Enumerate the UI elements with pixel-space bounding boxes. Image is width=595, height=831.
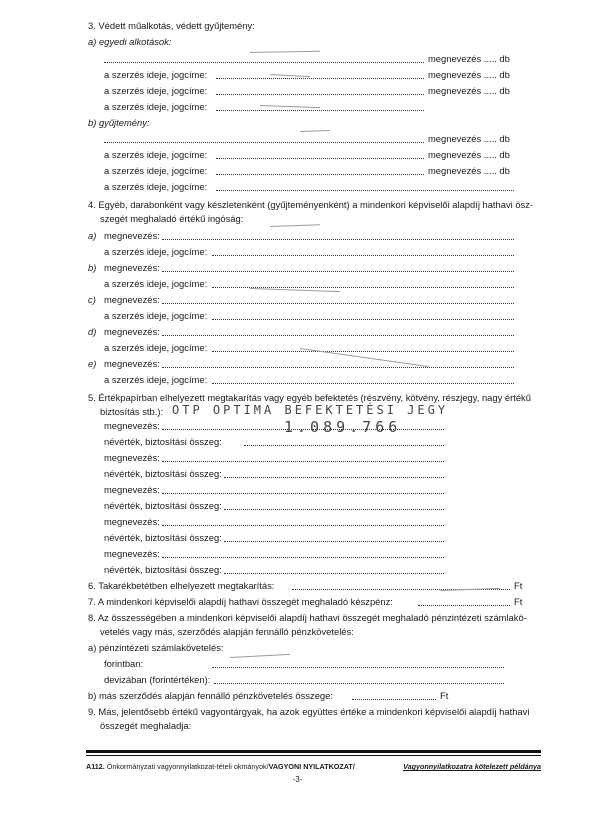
footer-rule-thick: [86, 750, 541, 753]
security-name-row: [0, 546, 595, 561]
item-label: megnevezés:: [104, 420, 160, 431]
section-6-row: [0, 578, 595, 593]
item-label: megnevezés:: [104, 484, 160, 495]
dotted-field: [162, 327, 514, 336]
item-label: megnevezés:: [104, 358, 160, 369]
section-9-line2: [0, 718, 595, 733]
section-7-label: 7. A mindenkori képviselői alapdíj hathavi összegét meghaladó készpénz:: [88, 596, 393, 607]
nominal-row: [0, 434, 595, 449]
item-letter: a): [88, 230, 97, 241]
acquisition-label: a szerzés ideje, jogcíme:: [104, 342, 208, 353]
dotted-field: [418, 597, 510, 606]
dotted-field: [224, 501, 444, 510]
item-letter: c): [88, 294, 96, 305]
section-8b-row: [0, 688, 595, 703]
section-3b-row: [0, 115, 595, 130]
dotted-field: [162, 263, 514, 272]
footer-copy-label: Vagyonnyilatkozatra kötelezett példánya: [403, 762, 541, 771]
section-8a-row: [0, 640, 595, 655]
megnevezes-db: megnevezés ..... db: [428, 149, 510, 160]
footer-path: Önkormányzati vagyonnyilatkozat-tételi okmányok/: [106, 762, 269, 771]
section-7-row: [0, 594, 595, 609]
megnevezes-db: megnevezés ..... db: [428, 165, 510, 176]
section-9-title: 9. Más, jelentősebb értékű vagyontárgyak, ha azok együttes értéke a mindenkori képviselői alapdíj hathavi: [88, 706, 530, 717]
nominal-label: névérték, biztosítási összeg:: [104, 564, 222, 575]
section-5-title: 5. Értékpapírban elhelyezett megtakarítás vagy egyéb befektetés (részvény, kötvény, részjegy, nagy értékű: [88, 392, 531, 403]
dotted-field: [216, 166, 424, 175]
item-d-row: [0, 324, 595, 339]
section-9-title-cont: összegét meghaladja:: [100, 720, 192, 731]
security-name-row: [0, 450, 595, 465]
item-b-row: [0, 260, 595, 275]
acquisition-row: [0, 308, 595, 323]
dotted-field: [162, 231, 514, 240]
acquisition-label: a szerzés ideje, jogcíme:: [104, 374, 208, 385]
section-3b-label: b) gyűjtemény:: [88, 117, 150, 128]
item-label: megnevezés:: [104, 452, 160, 463]
acquisition-label: a szerzés ideje, jogcíme:: [104, 310, 208, 321]
dotted-field: [212, 311, 514, 320]
footer-rule-thin: [86, 755, 541, 756]
section-8b-label: b) más szerződés alapján fennálló pénzkövetelés összege:: [88, 690, 333, 701]
megnevezes-db: megnevezés ..... db: [428, 53, 510, 64]
item-label: megnevezés:: [104, 262, 160, 273]
acquisition-label: a szerzés ideje, jogcíme:: [104, 278, 208, 289]
acquisition-label: a szerzés ideje, jogcíme:: [104, 101, 208, 112]
dotted-field: [352, 691, 436, 700]
section-3-title: 3. Védett műalkotás, védett gyűjtemény:: [88, 20, 255, 31]
item-label: megnevezés:: [104, 230, 160, 241]
dotted-field: [104, 134, 424, 143]
handwritten-security-name: OTP OPTIMA BEFEKTETÉSI JEGY: [172, 403, 449, 417]
megnevezes-db: megnevezés ..... db: [428, 85, 510, 96]
megnevezes-db: megnevezés ..... db: [428, 69, 510, 80]
acquisition-row: [0, 340, 595, 355]
item-label: megnevezés:: [104, 516, 160, 527]
dotted-field: [212, 279, 514, 288]
acquisition-row: [0, 244, 595, 259]
section-8-line2: [0, 624, 595, 639]
dotted-field: [212, 247, 514, 256]
deviza-row: [0, 672, 595, 687]
handwritten-nominal-value: 1.089.766: [284, 418, 402, 436]
section-8-line1: [0, 610, 595, 625]
acquisition-row: [0, 147, 595, 162]
section-3a-row: [0, 34, 595, 49]
collection-row: [0, 131, 595, 146]
page-number: -3-: [292, 775, 303, 784]
item-a-row: [0, 228, 595, 243]
megnevezes-db: megnevezés ..... db: [428, 133, 510, 144]
dotted-field: [162, 295, 514, 304]
dotted-field: [216, 150, 424, 159]
item-c-row: [0, 292, 595, 307]
nominal-label: névérték, biztosítási összeg:: [104, 500, 222, 511]
security-name-row: [0, 482, 595, 497]
dotted-field: [162, 517, 444, 526]
acquisition-row: [0, 372, 595, 387]
acquisition-label: a szerzés ideje, jogcíme:: [104, 149, 208, 160]
deviza-label: devizában (forintértéken):: [104, 674, 211, 685]
nominal-row: [0, 562, 595, 577]
item-label: megnevezés:: [104, 294, 160, 305]
section-5-title-cont: biztosítás stb.):: [100, 406, 164, 417]
section-3-title-row: [0, 18, 595, 33]
section-6-label: 6. Takarékbetétben elhelyezett megtakarítás:: [88, 580, 275, 591]
acquisition-row: [0, 83, 595, 98]
section-3a-label: a) egyedi alkotások:: [88, 36, 172, 47]
currency-ft: Ft: [514, 596, 523, 607]
item-letter: d): [88, 326, 97, 337]
item-e-row: [0, 356, 595, 371]
currency-ft: Ft: [514, 580, 523, 591]
section-9-line1: [0, 704, 595, 719]
acquisition-label: a szerzés ideje, jogcíme:: [104, 246, 208, 257]
dotted-field: [162, 453, 444, 462]
section-8-title: 8. Az összességében a mindenkori képviselői alapdíj hathavi összegét meghaladó pénzintézeti számlakö-: [88, 612, 527, 623]
section-4-line2: [0, 211, 595, 226]
dotted-field: [224, 469, 444, 478]
acquisition-label: a szerzés ideje, jogcíme:: [104, 165, 208, 176]
dotted-field: [224, 565, 444, 574]
dotted-field: [212, 375, 514, 384]
forint-label: forintban:: [104, 658, 144, 669]
item-letter: e): [88, 358, 97, 369]
dotted-field: [216, 70, 424, 79]
dotted-field: [244, 437, 444, 446]
footer-title: VAGYONI NYILATKOZAT/: [268, 762, 355, 771]
nominal-row: [0, 530, 595, 545]
acquisition-row: [0, 163, 595, 178]
acquisition-label: a szerzés ideje, jogcíme:: [104, 181, 208, 192]
footer-code: A112.: [86, 762, 107, 771]
section-8-title-cont: vetelés vagy más, szerződés alapján fennálló pénzkövetelés:: [100, 626, 354, 637]
footer: [86, 762, 541, 771]
nominal-label: névérték, biztosítási összeg:: [104, 468, 222, 479]
acquisition-label: a szerzés ideje, jogcíme:: [104, 85, 208, 96]
section-4-title: 4. Egyéb, darabonként vagy készletenként (gyűjteményenként) a mindenkori képviselői alapdíj hathavi ösz-: [88, 199, 534, 210]
dotted-field: [224, 533, 444, 542]
nominal-label: névérték, biztosítási összeg:: [104, 436, 222, 447]
section-4-title-cont: szegét meghaladó értékű ingóság:: [100, 213, 244, 224]
section-8a-label: a) pénzintézeti számlakövetelés:: [88, 642, 224, 653]
dotted-field: [216, 86, 424, 95]
dotted-field: [162, 549, 444, 558]
dotted-field: [212, 343, 514, 352]
nominal-row: [0, 498, 595, 513]
dotted-field: [216, 182, 514, 191]
dotted-field: [104, 54, 424, 63]
dotted-field: [162, 359, 514, 368]
forint-row: [0, 656, 595, 671]
section-4-line1: [0, 197, 595, 212]
item-label: megnevezés:: [104, 326, 160, 337]
item-label: megnevezés:: [104, 548, 160, 559]
artwork-row: [0, 51, 595, 66]
acquisition-row: [0, 179, 595, 194]
security-name-row: [0, 514, 595, 529]
dotted-field: [212, 659, 504, 668]
item-letter: b): [88, 262, 97, 273]
nominal-label: névérték, biztosítási összeg:: [104, 532, 222, 543]
currency-ft: Ft: [440, 690, 449, 701]
acquisition-label: a szerzés ideje, jogcíme:: [104, 69, 208, 80]
nominal-row: [0, 466, 595, 481]
dotted-field: [162, 485, 444, 494]
dotted-field: [214, 675, 504, 684]
